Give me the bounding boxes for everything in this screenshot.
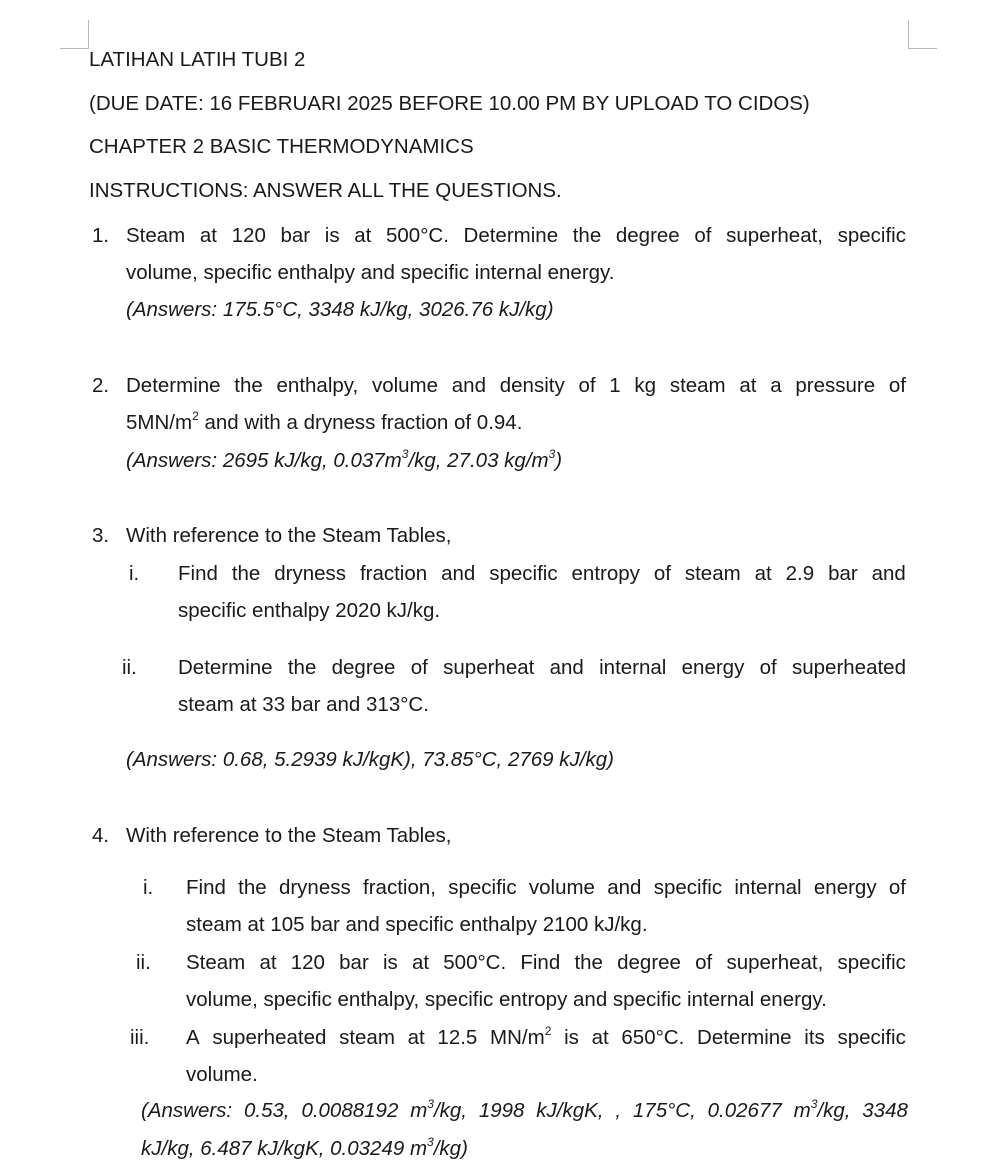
q1-line1: Steam at 120 bar is at 500°C. Determine the degree of superheat, specific (126, 224, 906, 247)
q4-ii-line2: volume, specific enthalpy, specific entropy and specific internal energy. (186, 988, 827, 1011)
q1-number: 1. (92, 224, 110, 247)
q1-line2: volume, specific enthalpy and specific internal energy. (126, 261, 615, 284)
q4-iii-line1: A superheated steam at 12.5 $MN/m^2$ is at 650°C. Determine its specific (186, 1024, 906, 1049)
q3-ii-line1: Determine the degree of superheat and internal energy of superheated (178, 656, 906, 679)
q4-i-line1: Find the dryness fraction, specific volume and specific internal energy of (186, 876, 906, 899)
q4-answer-line2: kJ/kg, 6.487 kJ/kgK, 0.03249 $m^3/kg$) (141, 1135, 468, 1160)
chapter-title: CHAPTER 2 BASIC THERMODYNAMICS (89, 135, 474, 158)
q4-iii-number: iii. (130, 1026, 150, 1049)
due-date: (DUE DATE: 16 FEBRUARI 2025 BEFORE 10.00 PM BY UPLOAD TO CIDOS) (89, 92, 810, 115)
q1-answer: (Answers: 175.5°C, 3348 kJ/kg, 3026.76 kJ/kg) (126, 298, 554, 321)
q2-answer: (Answers: 2695 kJ/kg, $0.037m^3/kg$, 27.03 $kg/m^3$) (126, 447, 563, 472)
q4-i-number: i. (143, 876, 154, 899)
q2-line2: $5MN/m^2$ and with a dryness fraction of 0.94. (126, 409, 523, 434)
q2-number: 2. (92, 374, 110, 397)
q3-answer: (Answers: 0.68, 5.2939 kJ/kgK), 73.85°C, 2769 kJ/kg) (126, 748, 614, 771)
instructions: INSTRUCTIONS: ANSWER ALL THE QUESTIONS. (89, 179, 562, 202)
doc-title: LATIHAN LATIH TUBI 2 (89, 48, 306, 71)
q3-i-number: i. (129, 562, 140, 585)
q3-i-line1: Find the dryness fraction and specific entropy of steam at 2.9 bar and (178, 562, 906, 585)
crop-mark-top-right (908, 20, 937, 49)
q4-i-line2: steam at 105 bar and specific enthalpy 2100 kJ/kg. (186, 913, 648, 936)
q4-intro: With reference to the Steam Tables, (126, 824, 452, 847)
crop-mark-top-left (60, 20, 89, 49)
q4-iii-line2: volume. (186, 1063, 258, 1086)
q3-number: 3. (92, 524, 110, 547)
q4-ii-number: ii. (136, 951, 151, 974)
q4-ii-line1: Steam at 120 bar is at 500°C. Find the degree of superheat, specific (186, 951, 906, 974)
q3-intro: With reference to the Steam Tables, (126, 524, 452, 547)
q4-answer-line1: (Answers: 0.53, 0.0088192 $m^3/kg$, 1998 kJ/kgK, , 175°C, 0.02677 $m^3/kg$, 3348 (141, 1097, 908, 1122)
q3-i-line2: specific enthalpy 2020 kJ/kg. (178, 599, 441, 622)
q3-ii-line2: steam at 33 bar and 313°C. (178, 693, 429, 716)
q4-number: 4. (92, 824, 110, 847)
q2-line1: Determine the enthalpy, volume and density of 1 kg steam at a pressure of (126, 374, 906, 397)
q3-ii-number: ii. (122, 656, 137, 679)
